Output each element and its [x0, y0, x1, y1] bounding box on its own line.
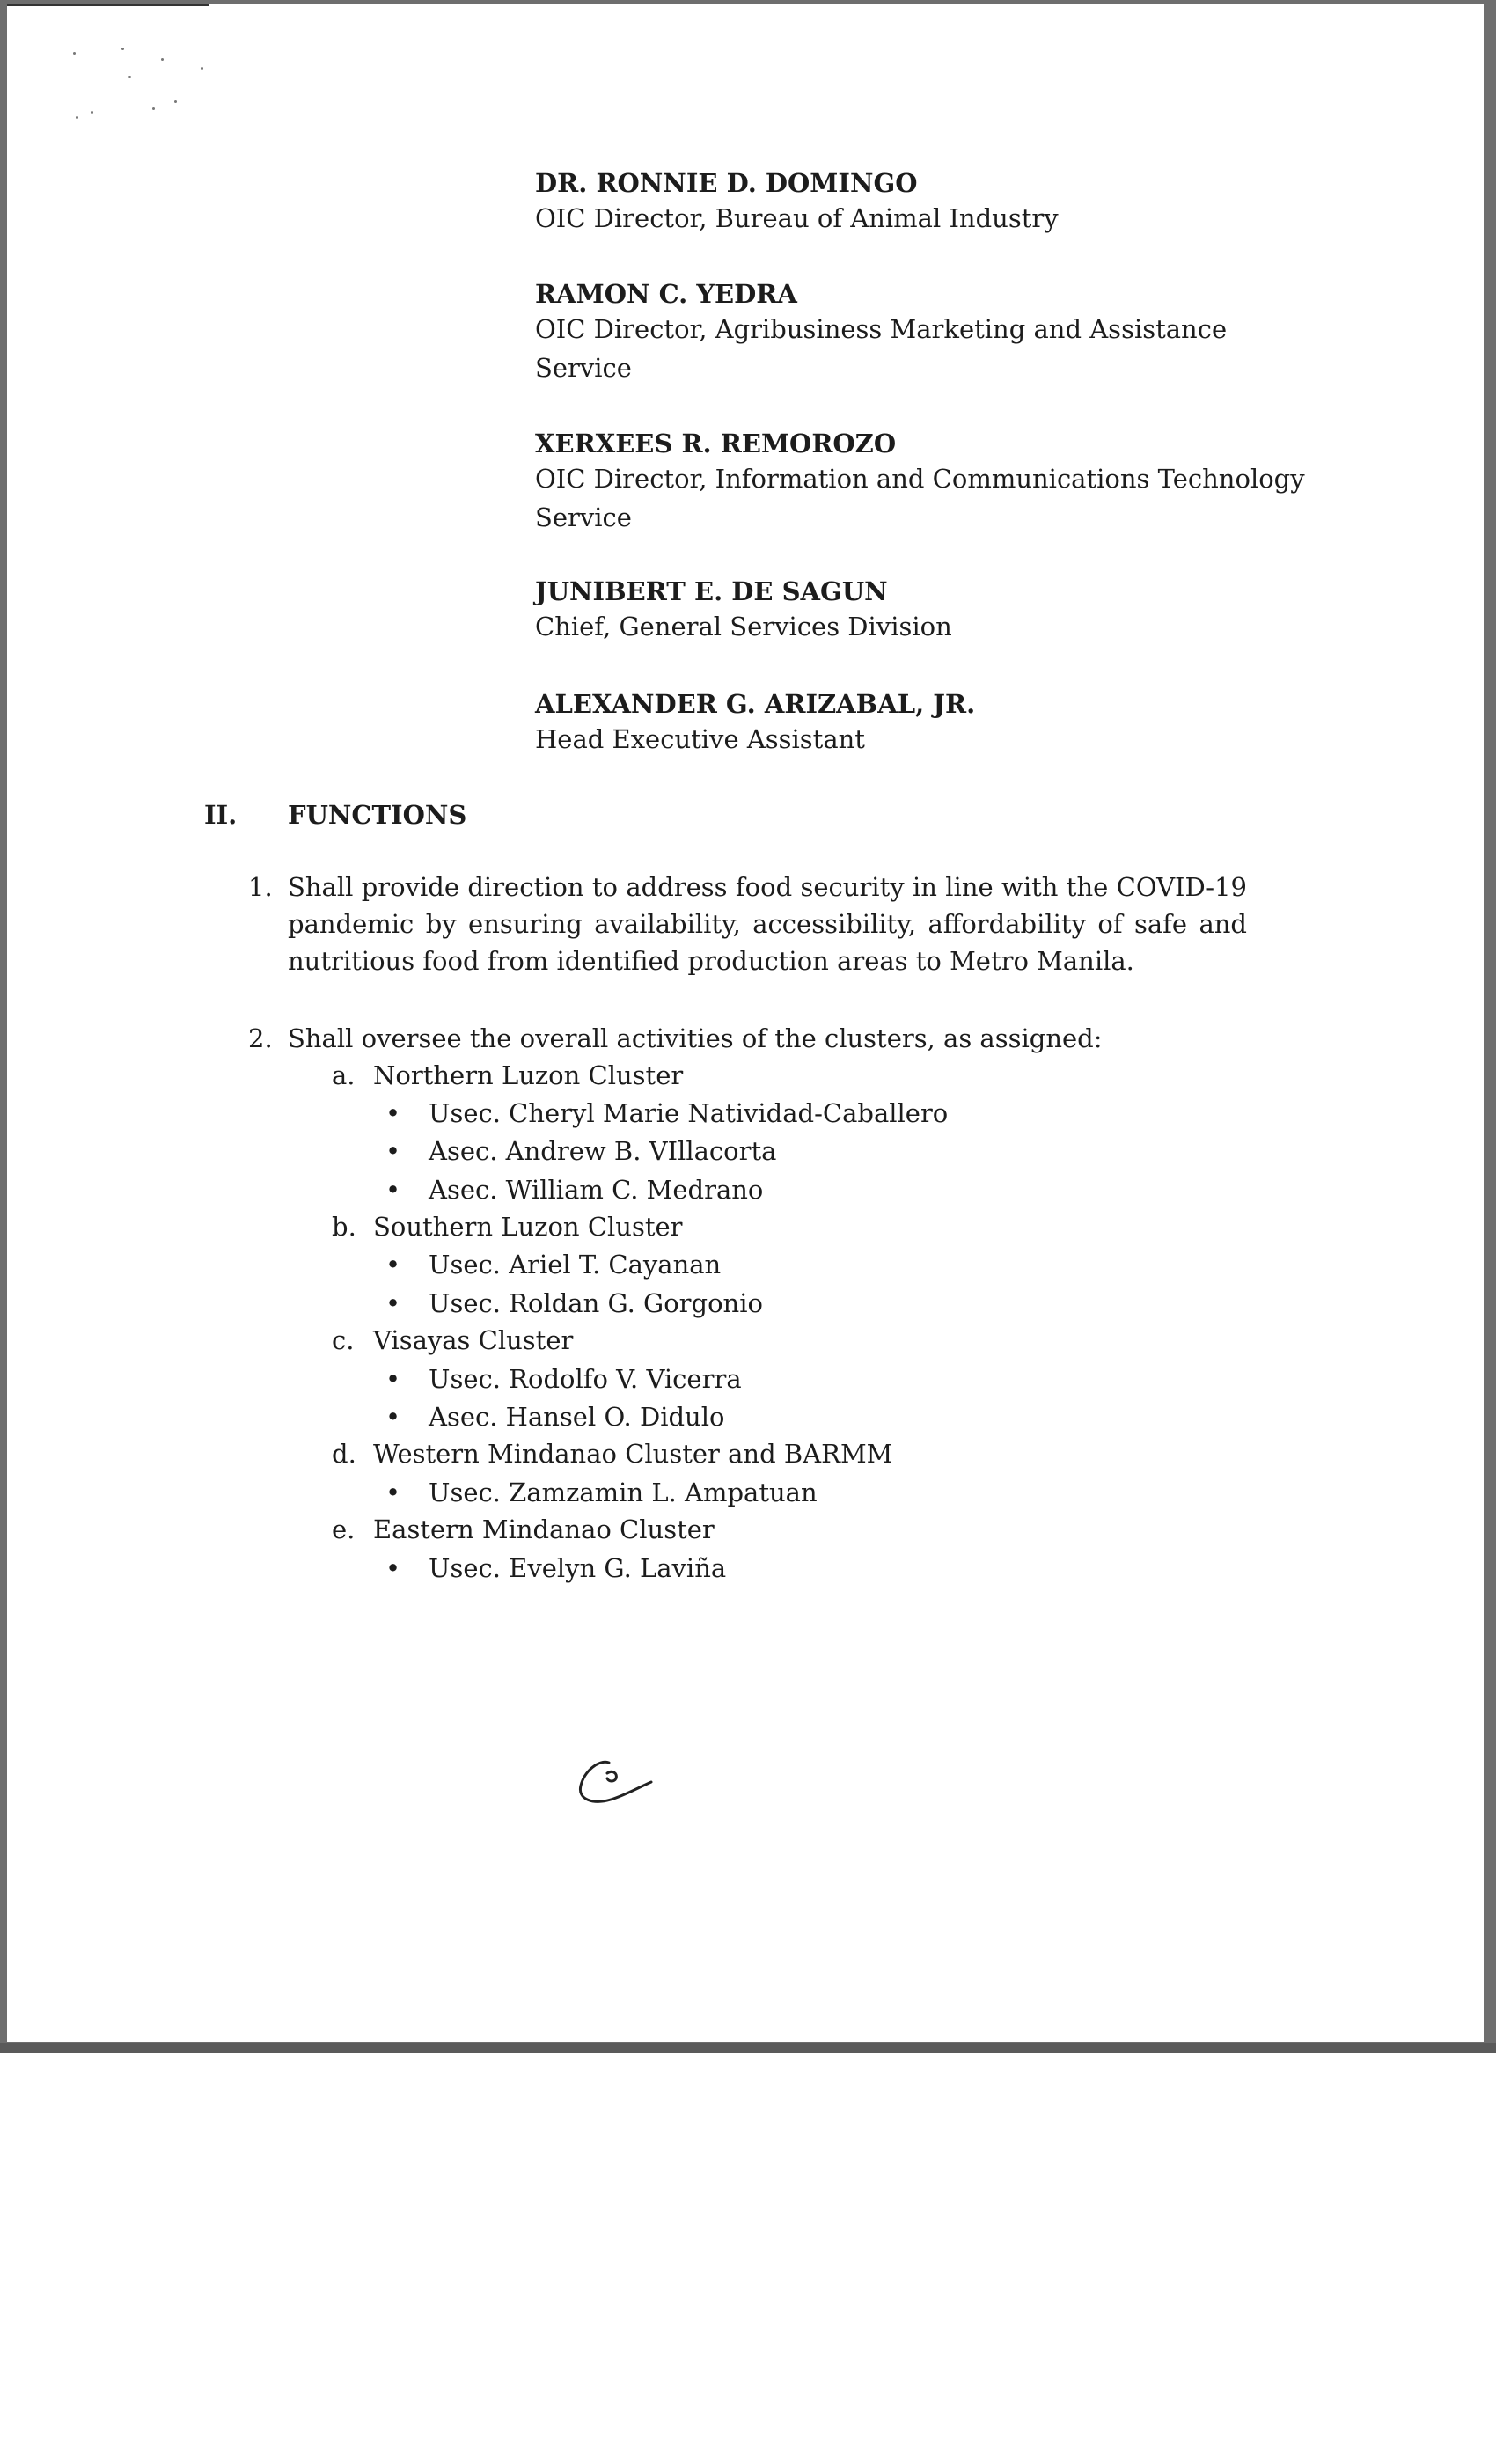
bullet: •: [385, 1175, 401, 1205]
cluster-member: Asec. Andrew B. VIllacorta: [429, 1136, 777, 1166]
cluster-letter: d.: [332, 1439, 356, 1469]
bullet: •: [385, 1478, 401, 1507]
bullet: •: [385, 1364, 401, 1394]
official-title: Service: [535, 502, 632, 532]
bullet: •: [385, 1402, 401, 1432]
official-title: Chief, General Services Division: [535, 612, 952, 642]
cluster-name: Northern Luzon Cluster: [373, 1060, 684, 1090]
cluster-letter: e.: [332, 1514, 356, 1544]
cluster-member: Usec. Roldan G. Gorgonio: [429, 1288, 763, 1318]
cluster-member: Asec. William C. Medrano: [429, 1175, 764, 1205]
official-title: Service: [535, 353, 632, 383]
section-heading: FUNCTIONS: [288, 800, 467, 830]
scan-speck: [73, 52, 76, 55]
scan-speck: [128, 76, 131, 78]
bullet: •: [385, 1553, 401, 1583]
bullet: •: [385, 1136, 401, 1166]
official-name: DR. RONNIE D. DOMINGO: [535, 168, 918, 198]
scan-speck: [121, 48, 124, 50]
item-number: 1.: [248, 872, 273, 902]
official-title: OIC Director, Information and Communications Technology: [535, 464, 1305, 494]
official-title: OIC Director, Agribusiness Marketing and Assistance: [535, 314, 1228, 344]
item-text-line: Shall provide direction to address food security in line with the COVID-19: [288, 872, 1247, 902]
bullet: •: [385, 1288, 401, 1318]
cluster-member: Usec. Rodolfo V. Vicerra: [429, 1364, 742, 1394]
cluster-name: Southern Luzon Cluster: [373, 1212, 683, 1242]
cluster-name: Eastern Mindanao Cluster: [373, 1514, 715, 1544]
scan-speck: [161, 58, 164, 61]
cluster-member: Usec. Evelyn G. Laviña: [429, 1553, 727, 1583]
official-title: OIC Director, Bureau of Animal Industry: [535, 203, 1059, 233]
cluster-letter: b.: [332, 1212, 356, 1242]
scan-speck: [91, 111, 93, 114]
cluster-member: Usec. Cheryl Marie Natividad-Caballero: [429, 1098, 949, 1128]
section-numeral: II.: [204, 800, 238, 830]
cluster-member: Usec. Zamzamin L. Ampatuan: [429, 1478, 818, 1507]
scan-speck: [152, 107, 155, 110]
scan-bottom-edge: [0, 2043, 1496, 2053]
item-text-line: nutritious food from identified production areas to Metro Manila.: [288, 946, 1134, 976]
official-name: JUNIBERT E. DE SAGUN: [535, 576, 888, 606]
cluster-member: Asec. Hansel O. Didulo: [429, 1402, 725, 1432]
official-title: Head Executive Assistant: [535, 724, 865, 754]
cluster-letter: a.: [332, 1060, 356, 1090]
cluster-name: Western Mindanao Cluster and BARMM: [373, 1439, 893, 1469]
cluster-letter: c.: [332, 1325, 355, 1355]
scan-speck: [76, 116, 78, 119]
official-name: ALEXANDER G. ARIZABAL, JR.: [535, 689, 976, 719]
official-name: XERXEES R. REMOROZO: [535, 429, 897, 458]
item-text-line: Shall oversee the overall activities of the clusters, as assigned:: [288, 1023, 1103, 1053]
scan-speck: [201, 67, 203, 70]
item-number: 2.: [248, 1023, 273, 1053]
official-name: RAMON C. YEDRA: [535, 279, 797, 309]
handwritten-initial: [572, 1747, 660, 1817]
bullet: •: [385, 1098, 401, 1128]
cluster-member: Usec. Ariel T. Cayanan: [429, 1250, 722, 1280]
cluster-name: Visayas Cluster: [373, 1325, 574, 1355]
bullet: •: [385, 1250, 401, 1280]
top-rule: [7, 4, 209, 6]
item-text-line: pandemic by ensuring availability, accessibility, affordability of safe and: [288, 909, 1247, 939]
scan-speck: [174, 100, 177, 103]
